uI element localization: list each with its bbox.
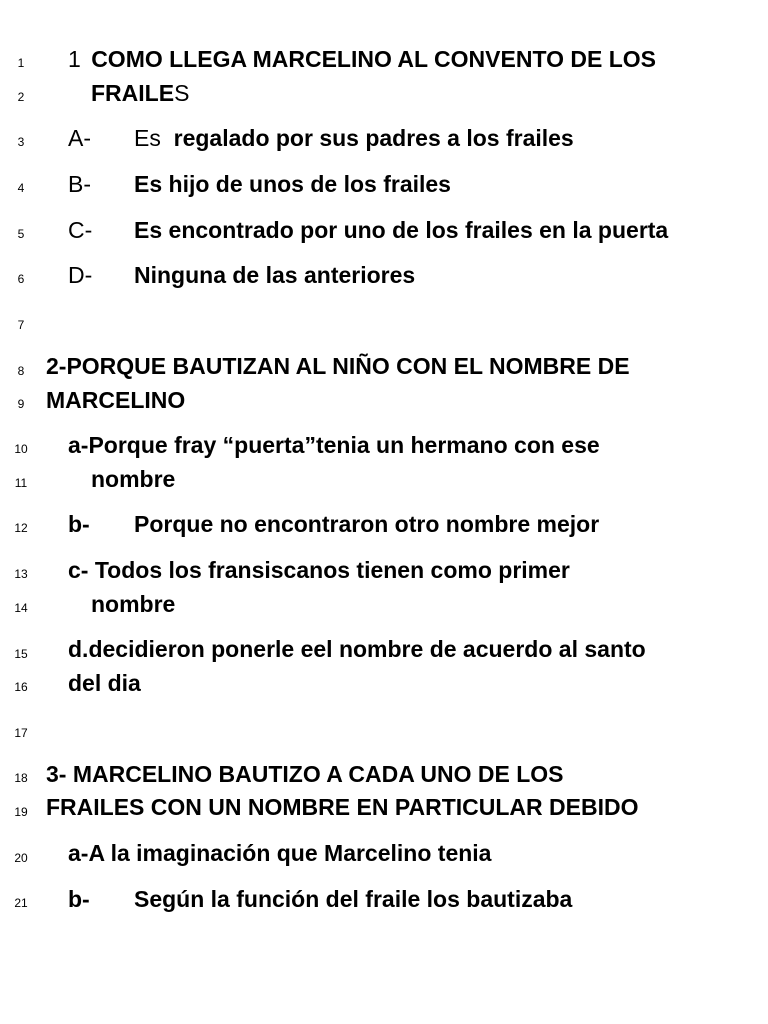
line-number: 7	[17, 318, 25, 332]
line-number: 18	[14, 771, 28, 785]
line-number: 1	[17, 56, 25, 70]
option-b-text: Según la función del fraile los bautizaba	[134, 886, 573, 912]
option-b-letter: B-	[68, 171, 91, 197]
question-2-title-line-1: 2-PORQUE BAUTIZAN AL NIÑO CON EL NOMBRE DE	[46, 353, 630, 379]
option-a-text: a-Porque fray “puerta”tenia un hermano con ese	[68, 432, 600, 458]
option-a-letter: A-	[68, 125, 91, 151]
option-b-letter: b-	[68, 886, 90, 912]
line-number: 4	[17, 181, 25, 195]
line-number: 17	[14, 726, 28, 740]
question-1-title-line-1	[68, 45, 656, 73]
question-number: 1	[68, 46, 81, 72]
line-number: 11	[14, 476, 28, 490]
line-number: 5	[17, 227, 25, 241]
question-3-title-line-1: 3- MARCELINO BAUTIZO A CADA UNO DE LOS	[46, 761, 564, 787]
option-d-text-continued: del dia	[68, 670, 141, 696]
option-b-letter: b-	[68, 511, 90, 537]
question-3-title-line-2: FRAILES CON UN NOMBRE EN PARTICULAR DEBIDO	[46, 794, 639, 820]
line-number: 14	[14, 601, 28, 615]
option-c-text-continued: nombre	[91, 591, 176, 617]
question-1-title-line-2: FRAILES	[91, 80, 190, 106]
line-number: 10	[14, 442, 28, 456]
line-number: 15	[14, 647, 28, 661]
line-number: 19	[14, 805, 28, 819]
option-a-text-continued: nombre	[91, 466, 176, 492]
option-c-text: Es encontrado por uno de los frailes en la puerta	[134, 217, 669, 243]
line-number: 3	[17, 135, 25, 149]
option-b-text: Es hijo de unos de los frailes	[134, 171, 451, 197]
option-c-letter: C-	[68, 217, 93, 243]
line-number: 2	[17, 90, 25, 104]
question-2-title-line-2: MARCELINO	[46, 387, 186, 413]
line-number: 9	[17, 397, 25, 411]
option-b-text: Porque no encontraron otro nombre mejor	[134, 511, 600, 537]
option-d-text: Ninguna de las anteriores	[134, 262, 416, 288]
line-number: 21	[14, 896, 28, 910]
question-title: COMO LLEGA MARCELINO AL CONVENTO DE LOS	[91, 46, 656, 72]
line-number: 6	[17, 272, 25, 286]
line-number: 20	[14, 851, 28, 865]
line-number: 8	[17, 364, 25, 378]
line-number: 13	[14, 567, 28, 581]
option-c-text: c- Todos los fransiscanos tienen como primer	[68, 557, 570, 583]
option-a-text: a-A la imaginación que Marcelino tenia	[68, 840, 492, 866]
line-number: 12	[14, 521, 28, 535]
line-number: 16	[14, 680, 28, 694]
option-d-letter: D-	[68, 262, 93, 288]
option-d-text: d.decidieron ponerle eel nombre de acuerdo al santo	[68, 636, 646, 662]
option-a-text: Es regalado por sus padres a los frailes	[134, 125, 574, 151]
